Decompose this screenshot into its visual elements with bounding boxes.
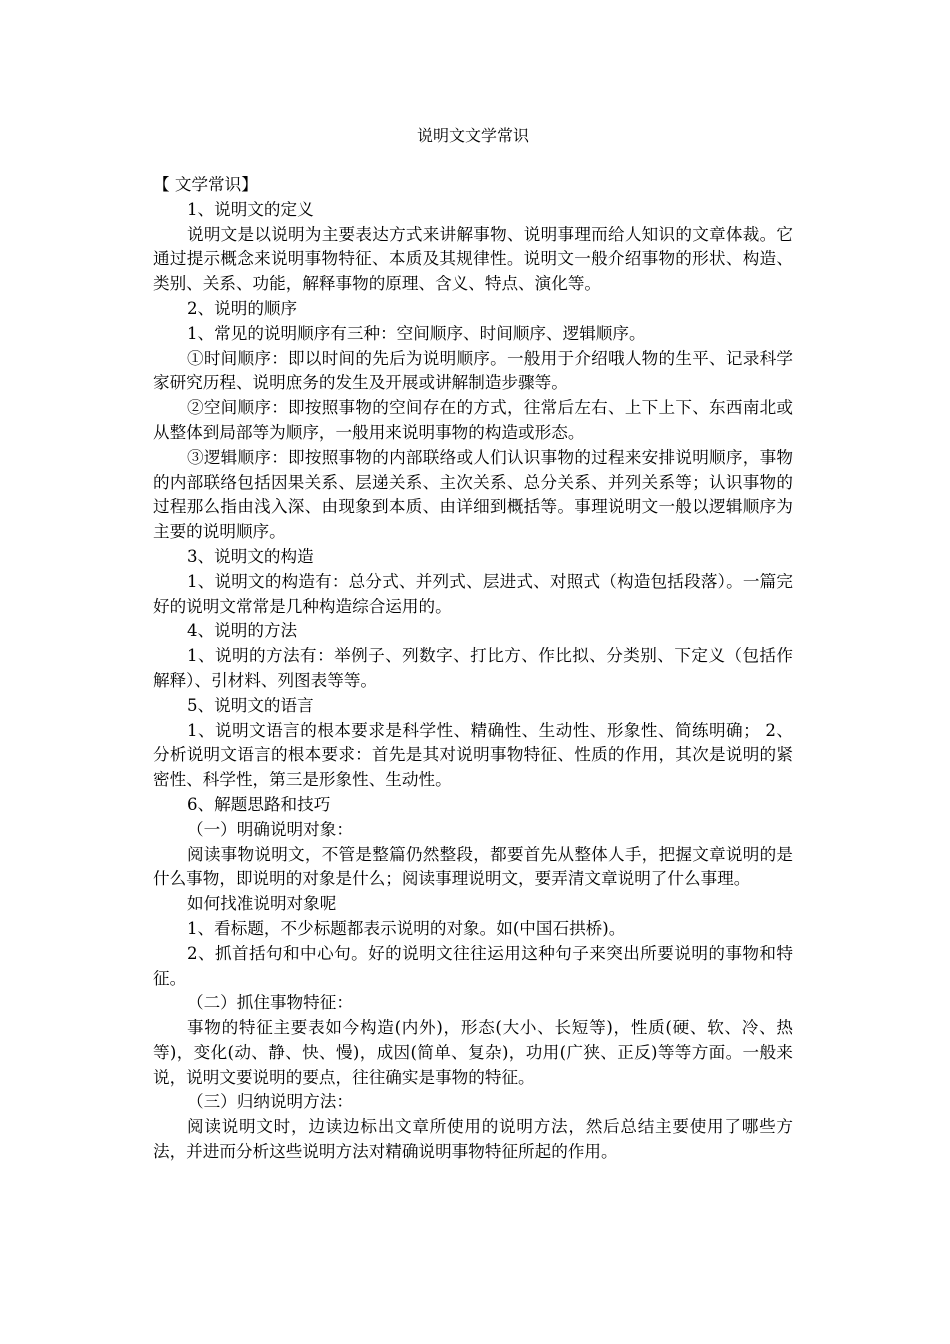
paragraph: 1、说明文的构造有：总分式、并列式、层进式、对照式（构造包括段落）。一篇完好的说明文常常是几种构造综合运用的。: [153, 571, 793, 616]
subsection-heading: （一）明确说明对象：: [187, 819, 353, 839]
paragraph: 1、常见的说明顺序有三种：空间顺序、时间顺序、逻辑顺序。: [187, 323, 646, 343]
paragraph: 1、说明文语言的根本要求是科学性、精确性、生动性、形象性、简练明确； 2、分析说明文语言的根本要求：首先是其对说明事物特征、性质的作用，其次是说明的紧密性、科学性，第三是形象性、生动性。: [153, 720, 793, 790]
section-heading: 5、说明文的语言: [187, 695, 314, 715]
subsection-heading: （二）抓住事物特征：: [187, 993, 353, 1013]
section-heading: 3、说明文的构造: [187, 546, 314, 566]
section-heading: 2、说明的顺序: [187, 298, 298, 318]
paragraph: ③逻辑顺序：即按照事物的内部联络或人们认识事物的过程来安排说明顺序，事物的内部联络包括因果关系、层递关系、主次关系、总分关系、并列关系等；认识事物的过程那么指由浅入深、由现象到本质、由详细到概括等。事理说明文一般以逻辑顺序为主要的说明顺序。: [153, 447, 793, 542]
paragraph: ①时间顺序：即以时间的先后为说明顺序。一般用于介绍哦人物的生平、记录科学家研究历程、说明庶务的发生及开展或讲解制造步骤等。: [153, 348, 793, 393]
document-body: [153, 173, 793, 1165]
paragraph: 阅读事物说明文，不管是整篇仍然整段，都要首先从整体人手，把握文章说明的是什么事物，即说明的对象是什么；阅读事理说明文，要弄清文章说明了什么事理。: [153, 844, 793, 889]
section-heading: 【 文学常识】: [153, 175, 258, 194]
subsection-heading: （三）归纳说明方法：: [187, 1092, 353, 1112]
paragraph: 如何找准说明对象呢: [187, 894, 337, 914]
section-heading: 1、说明文的定义: [187, 199, 314, 219]
document-title: 说明文文学常识: [416, 126, 529, 145]
paragraph: ②空间顺序：即按照事物的空间存在的方式，往常后左右、上下上下、东西南北或从整体到局部等为顺序，一般用来说明事物的构造或形态。: [153, 398, 793, 442]
paragraph: 1、说明的方法有：举例子、列数字、打比方、作比拟、分类别、下定义（包括作解释）、引材料、列图表等等。: [153, 646, 793, 690]
paragraph: 说明文是以说明为主要表达方式来讲解事物、说明事理而给人知识的文章体裁。它通过提示概念来说明事物特征、本质及其规律性。说明文一般介绍事物的形状、构造、类别、关系、功能，解释事物的原理、含义、特点、演化等。: [153, 224, 793, 294]
paragraph: 事物的特征主要表如今构造(内外)，形态(大小、长短等)，性质(硬、软、冷、热等)，变化(动、静、快、慢)，成因(简单、复杂)，功用(广狭、正反)等等方面。一般来说，说明文要说明的要点，往往确实是事物的特征。: [153, 1018, 793, 1087]
section-heading: 6、解题思路和技巧: [187, 794, 331, 814]
section-heading: 4、说明的方法: [187, 621, 298, 641]
paragraph: 阅读说明文时，边读边标出文章所使用的说明方法，然后总结主要使用了哪些方法，并进而分析这些说明方法对精确说明事物特征所起的作用。: [153, 1117, 793, 1162]
paragraph: 1、看标题，不少标题都表示说明的对象。如(中国石拱桥)。: [187, 918, 626, 938]
paragraph: 2、抓首括句和中心句。好的说明文往往运用这种句子来突出所要说明的事物和特征。: [153, 943, 793, 988]
